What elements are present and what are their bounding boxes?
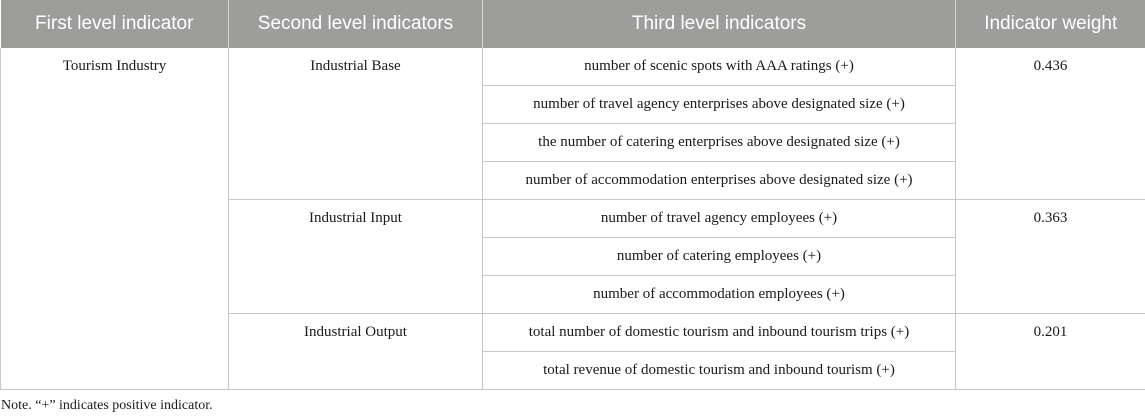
third-level-cell: number of accommodation employees (+) (483, 276, 956, 314)
weight-cell: 0.363 (956, 200, 1145, 314)
second-level-cell: Industrial Output (229, 314, 483, 390)
first-level-cell: Tourism Industry (1, 48, 229, 390)
second-level-cell: Industrial Base (229, 48, 483, 200)
third-level-cell: number of travel agency employees (+) (483, 200, 956, 238)
header-first-level: First level indicator (1, 0, 229, 48)
header-row (1, 0, 1145, 48)
second-level-cell: Industrial Input (229, 200, 483, 314)
third-level-cell: number of scenic spots with AAA ratings (+) (483, 48, 956, 86)
header-third-level: Third level indicators (483, 0, 956, 48)
third-level-cell: number of catering employees (+) (483, 238, 956, 276)
third-level-cell: total number of domestic tourism and inbound tourism trips (+) (483, 314, 956, 352)
header-indicator-weight: Indicator weight (956, 0, 1145, 48)
table-row (1, 48, 1145, 86)
table-note: Note. “+” indicates positive indicator. (1, 398, 213, 413)
header-second-level: Second level indicators (229, 0, 483, 48)
weight-cell: 0.436 (956, 48, 1145, 200)
weight-cell: 0.201 (956, 314, 1145, 390)
third-level-cell: number of accommodation enterprises above designated size (+) (483, 162, 956, 200)
third-level-cell: number of travel agency enterprises above designated size (+) (483, 86, 956, 124)
third-level-cell: total revenue of domestic tourism and inbound tourism (+) (483, 352, 956, 390)
third-level-cell: the number of catering enterprises above designated size (+) (483, 124, 956, 162)
